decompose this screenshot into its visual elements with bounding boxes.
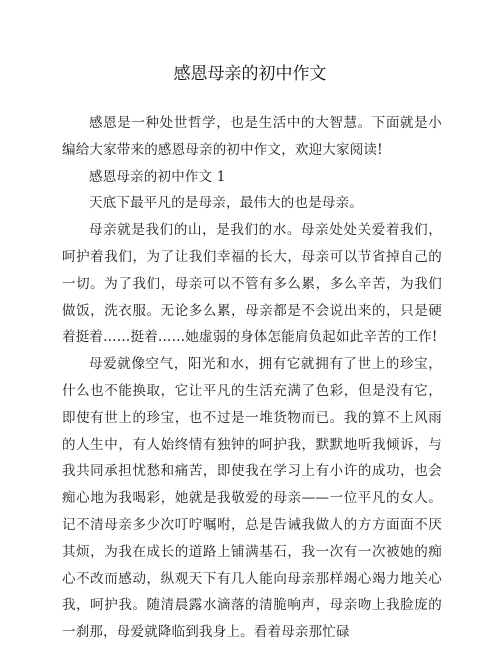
section-subtitle: 感恩母亲的初中作文 1 xyxy=(89,168,226,185)
intro-paragraph: 感恩是一种处世哲学，也是生活中的大智慧。下面就是小编给大家带来的感恩母亲的初中作文，欢迎大家阅读! xyxy=(62,115,442,158)
document-body xyxy=(62,110,442,646)
body-paragraph-3: 母爱就像空气，阳光和水，拥有它就拥有了世上的珍宝，什么也不能换取，它让平凡的生活充满了色彩，但是没有它，即使有世上的珍宝，也不过是一堆货物而已。我的算不上风雨的人生中，有人始终情有独钟的呵护我，默默地听我倾诉，与我共同承担忧愁和痛苦，即使我在学习上有小许的成功，也会痴心地为我喝彩，她就是我敬爱的母亲——一位平凡的女人。记不清母亲多少次叮咛嘱咐，总是告诫我做人的方方面面不厌其烦，为我在成长的道路上铺满基石，我一次有一次被她的痴心不改而感动，纵观天下有几人能向母亲那样竭心竭力地关心我，呵护我。随清晨露水滴落的清脆响声，母亲吻上我脸庞的一刹那，母爱就降临到我身上。看着母亲那忙碌 xyxy=(62,356,442,641)
document-title: 感恩母亲的初中作文 xyxy=(173,64,327,84)
body-paragraph-1: 天底下最平凡的是母亲，最伟大的也是母亲。 xyxy=(89,195,363,212)
body-paragraph-2: 母亲就是我们的山，是我们的水。母亲处处关爱着我们，呵护着我们，为了让我们幸福的长大，母亲可以节省掉自己的一切。为了我们，母亲可以不管有多么累，多么辛苦，为我们做饭，洗衣服。无论多么累，母亲都是不会说出来的，只是硬着挺着……挺着……她虚弱的身体怎能肩负起如此辛苦的工作! xyxy=(62,222,442,346)
